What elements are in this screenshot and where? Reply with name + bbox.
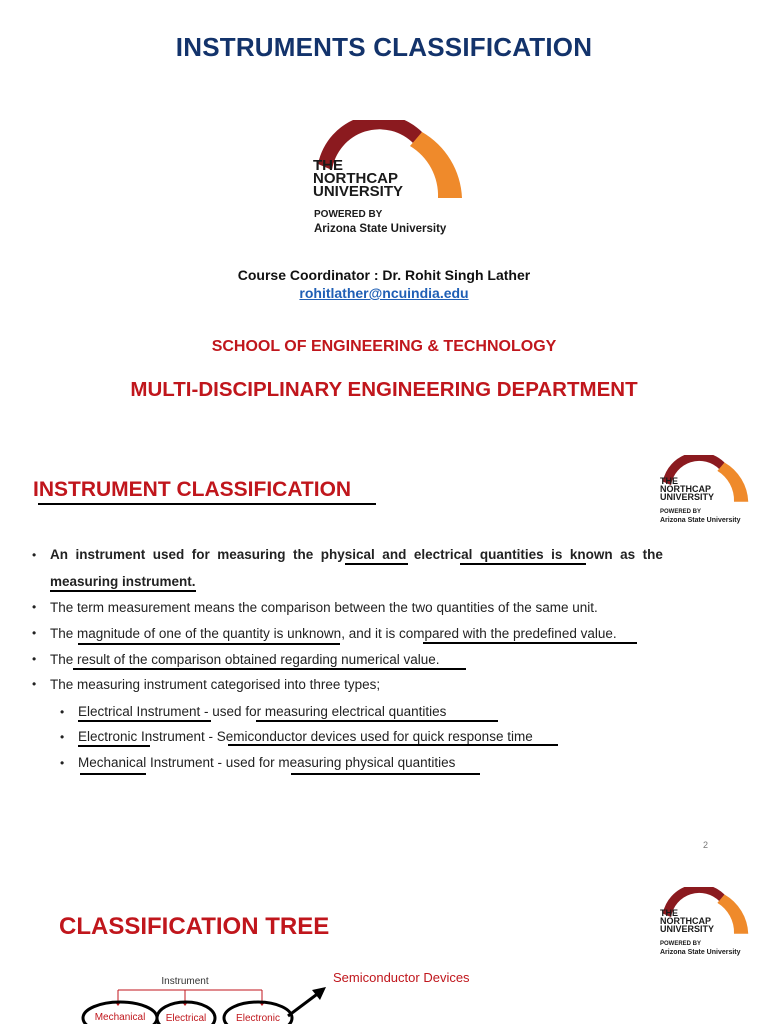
logo-line1: THE: [660, 908, 678, 918]
bullet-marker: •: [32, 652, 37, 666]
bullet-marker: •: [32, 626, 37, 640]
sub-bullet-marker: •: [60, 756, 65, 770]
department-name: MULTI-DISCIPLINARY ENGINEERING DEPARTMENT: [130, 378, 638, 401]
university-logo: [310, 120, 470, 240]
logo-line2: NORTHCAP: [313, 170, 398, 187]
logo-asu: Arizona State University: [660, 517, 741, 524]
annotation-underline: [228, 744, 558, 746]
annotation-underline: [460, 563, 586, 565]
course-coordinator: Course Coordinator : Dr. Rohit Singh Lather: [237, 267, 531, 283]
heading-underline: [38, 503, 376, 505]
bullet-text: The measuring instrument categorised into three types;: [50, 677, 381, 692]
tree-node-electronic: Electronic: [236, 1013, 280, 1024]
slide3-heading: CLASSIFICATION TREE: [59, 913, 330, 940]
logo-line3: UNIVERSITY: [313, 183, 404, 200]
annotation-underline: [345, 563, 408, 565]
annotation-arrow-line: [288, 992, 320, 1016]
bullet-text: measuring instrument.: [50, 574, 196, 589]
bullet-marker: •: [32, 677, 37, 691]
annotation-underline: [423, 642, 637, 644]
page-number: 2: [703, 840, 709, 850]
annotation-underline: [78, 643, 340, 645]
slide2-heading: INSTRUMENT CLASSIFICATION: [33, 478, 352, 501]
bullet-text: The term measurement means the comparison between the two quantities of the same unit.: [50, 600, 598, 615]
annotation-underline: [291, 773, 480, 775]
tree-node-mechanical: Mechanical: [94, 1012, 146, 1023]
sub-bullet-text: Mechanical Instrument - used for measuring physical quantities: [78, 755, 456, 770]
annotation-underline: [256, 720, 498, 722]
bullet-marker: •: [32, 600, 37, 614]
school-name: SCHOOL OF ENGINEERING & TECHNOLOGY: [211, 338, 557, 355]
bullet-text: An instrument used for measuring the physical and electrical quantities is known as the: [50, 547, 663, 562]
slide1-title: INSTRUMENTS CLASSIFICATION: [175, 32, 593, 62]
logo-line1: THE: [313, 157, 343, 174]
university-logo-small: [658, 887, 753, 959]
annotation-semiconductor: Semiconductor Devices: [333, 970, 470, 985]
logo-powered: POWERED BY: [660, 941, 702, 947]
logo-line1: THE: [660, 476, 678, 486]
logo-powered: POWERED BY: [314, 209, 383, 220]
bullet-text: The magnitude of one of the quantity is unknown, and it is compared with the predefined value.: [50, 626, 617, 641]
tree-root-label: Instrument: [161, 976, 209, 987]
logo-line2: NORTHCAP: [660, 484, 711, 494]
logo-line3: UNIVERSITY: [660, 492, 715, 502]
logo-asu: Arizona State University: [660, 949, 741, 956]
logo-asu: Arizona State University: [314, 223, 447, 235]
sub-bullet-text: Electronic Instrument - Semiconductor devices used for quick response time: [78, 729, 533, 744]
annotation-underline: [78, 745, 150, 747]
sub-bullet-marker: •: [60, 705, 65, 719]
classification-tree-diagram: [0, 960, 768, 1024]
logo-line2: NORTHCAP: [660, 916, 711, 926]
annotation-underline: [78, 720, 211, 722]
university-logo-small: [658, 455, 753, 527]
tree-node-electrical: Electrical: [165, 1013, 207, 1024]
logo-line3: UNIVERSITY: [660, 924, 715, 934]
sub-bullet-text: Electrical Instrument - used for measuring electrical quantities: [78, 704, 447, 719]
sub-bullet-marker: •: [60, 730, 65, 744]
bullet-text: The result of the comparison obtained regarding numerical value.: [50, 652, 440, 667]
coordinator-email-link[interactable]: rohitlather@ncuindia.edu: [299, 285, 469, 301]
annotation-underline: [50, 590, 196, 592]
annotation-underline: [80, 773, 146, 775]
annotation-underline: [73, 668, 466, 670]
logo-powered: POWERED BY: [660, 509, 702, 515]
bullet-marker: •: [32, 548, 37, 562]
